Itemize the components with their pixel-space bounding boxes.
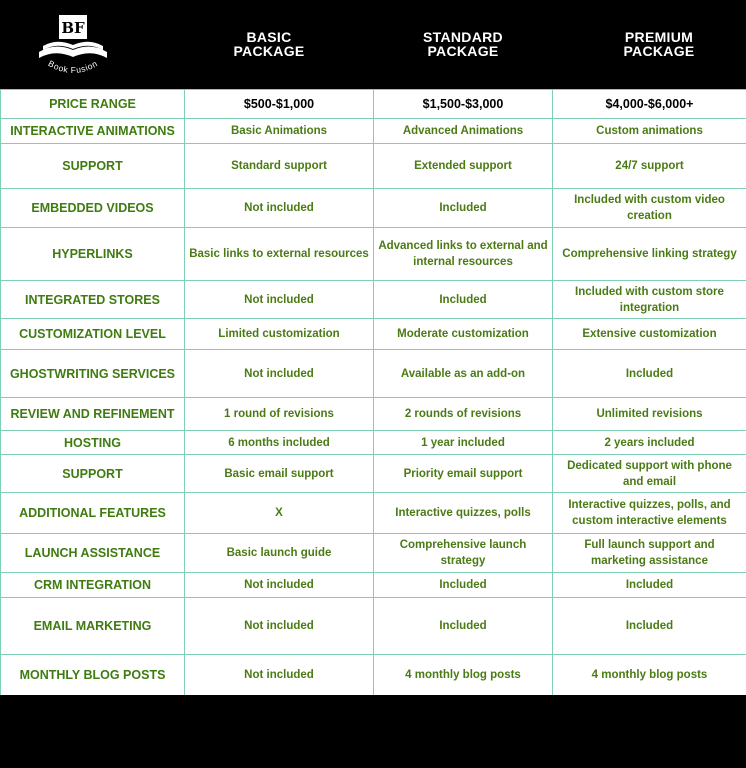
- row-label: ADDITIONAL FEATURES: [1, 493, 185, 534]
- row-label: MONTHLY BLOG POSTS: [1, 655, 185, 696]
- basic-cell: Not included: [185, 350, 374, 398]
- basic-cell: Basic Animations: [185, 119, 374, 144]
- premium-cell: Included with custom store integration: [553, 281, 746, 319]
- basic-cell: Basic launch guide: [185, 534, 374, 573]
- standard-cell: Moderate customization: [374, 319, 553, 350]
- premium-cell: Dedicated support with phone and email: [553, 455, 746, 493]
- header-basic-package: [184, 30, 354, 58]
- header-bar: [0, 0, 746, 89]
- premium-cell: Full launch support and marketing assistance: [553, 534, 746, 573]
- header-basic-line2: PACKAGE: [233, 43, 305, 59]
- table-row: [1, 319, 746, 350]
- table-row: [1, 144, 746, 189]
- premium-cell: $4,000-$6,000+: [553, 90, 746, 119]
- logo-initials: BF: [61, 19, 85, 37]
- table-row: [1, 119, 746, 144]
- basic-cell: 6 months included: [185, 431, 374, 455]
- basic-cell: Limited customization: [185, 319, 374, 350]
- row-label: INTERACTIVE ANIMATIONS: [1, 119, 185, 144]
- table-row: [1, 350, 746, 398]
- header-premium-line2: PACKAGE: [623, 43, 695, 59]
- basic-cell: Not included: [185, 573, 374, 598]
- row-label: CUSTOMIZATION LEVEL: [1, 319, 185, 350]
- premium-cell: Comprehensive linking strategy: [553, 228, 746, 281]
- standard-cell: Included: [374, 281, 553, 319]
- table-row: [1, 598, 746, 655]
- standard-cell: Advanced links to external and internal resources: [374, 228, 553, 281]
- standard-cell: Included: [374, 598, 553, 655]
- premium-cell: Included with custom video creation: [553, 189, 746, 228]
- header-standard-line2: PACKAGE: [427, 43, 499, 59]
- row-label: EMBEDDED VIDEOS: [1, 189, 185, 228]
- row-label: CRM INTEGRATION: [1, 573, 185, 598]
- basic-cell: Standard support: [185, 144, 374, 189]
- row-label: SUPPORT: [1, 455, 185, 493]
- standard-cell: 2 rounds of revisions: [374, 398, 553, 431]
- table-row: [1, 189, 746, 228]
- table-row: [1, 228, 746, 281]
- premium-cell: 24/7 support: [553, 144, 746, 189]
- row-label: LAUNCH ASSISTANCE: [1, 534, 185, 573]
- basic-cell: 1 round of revisions: [185, 398, 374, 431]
- premium-cell: Included: [553, 350, 746, 398]
- basic-cell: Not included: [185, 598, 374, 655]
- premium-cell: Interactive quizzes, polls, and custom interactive elements: [553, 493, 746, 534]
- standard-cell: Included: [374, 573, 553, 598]
- standard-cell: Available as an add-on: [374, 350, 553, 398]
- standard-cell: Interactive quizzes, polls: [374, 493, 553, 534]
- header-standard-package: [373, 30, 553, 58]
- footer-bar: [0, 695, 746, 768]
- standard-cell: $1,500-$3,000: [374, 90, 553, 119]
- logo-brand-name: Book Fusion: [46, 58, 100, 76]
- row-label: SUPPORT: [1, 144, 185, 189]
- row-label: PRICE RANGE: [1, 90, 185, 119]
- row-label: HOSTING: [1, 431, 185, 455]
- row-label: EMAIL MARKETING: [1, 598, 185, 655]
- standard-cell: 1 year included: [374, 431, 553, 455]
- premium-cell: Custom animations: [553, 119, 746, 144]
- table-row: [1, 573, 746, 598]
- basic-cell: Not included: [185, 655, 374, 696]
- basic-cell: Not included: [185, 281, 374, 319]
- premium-cell: Included: [553, 598, 746, 655]
- table-row: [1, 431, 746, 455]
- table-row: [1, 534, 746, 573]
- basic-cell: Basic email support: [185, 455, 374, 493]
- standard-cell: Priority email support: [374, 455, 553, 493]
- standard-cell: Included: [374, 189, 553, 228]
- row-label: INTEGRATED STORES: [1, 281, 185, 319]
- table-row: [1, 455, 746, 493]
- header-standard-line1: STANDARD: [423, 29, 503, 45]
- svg-text:Book Fusion: [47, 58, 100, 75]
- row-label: REVIEW AND REFINEMENT: [1, 398, 185, 431]
- standard-cell: Extended support: [374, 144, 553, 189]
- header-premium-package: [572, 30, 746, 58]
- premium-cell: Included: [553, 573, 746, 598]
- book-fusion-logo: [33, 12, 113, 82]
- table-row: [1, 655, 746, 696]
- pricing-comparison-table: [0, 89, 746, 696]
- header-premium-line1: PREMIUM: [624, 29, 694, 45]
- standard-cell: Comprehensive launch strategy: [374, 534, 553, 573]
- premium-cell: Extensive customization: [553, 319, 746, 350]
- standard-cell: 4 monthly blog posts: [374, 655, 553, 696]
- table-row: [1, 493, 746, 534]
- table-row: [1, 398, 746, 431]
- premium-cell: 4 monthly blog posts: [553, 655, 746, 696]
- basic-cell: $500-$1,000: [185, 90, 374, 119]
- premium-cell: Unlimited revisions: [553, 398, 746, 431]
- premium-cell: 2 years included: [553, 431, 746, 455]
- header-basic-line1: BASIC: [246, 29, 292, 45]
- basic-cell: X: [185, 493, 374, 534]
- table-row: [1, 90, 746, 119]
- standard-cell: Advanced Animations: [374, 119, 553, 144]
- row-label: GHOSTWRITING SERVICES: [1, 350, 185, 398]
- basic-cell: Not included: [185, 189, 374, 228]
- basic-cell: Basic links to external resources: [185, 228, 374, 281]
- row-label: HYPERLINKS: [1, 228, 185, 281]
- table-row: [1, 281, 746, 319]
